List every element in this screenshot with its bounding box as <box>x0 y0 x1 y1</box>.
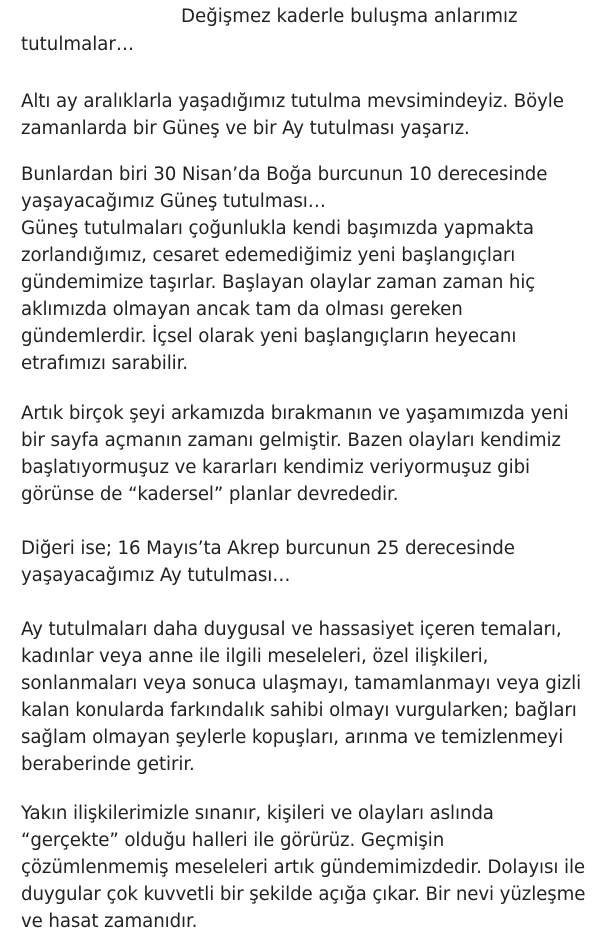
text-line: Ay tutulmaları daha duygusal ve hassasiyet içeren temaları, <box>21 619 562 640</box>
text-line: çözümlenmemiş meseleleri artık gündemimizdedir. Dolayısı ile <box>21 857 585 878</box>
text-line: Güneş tutulmaları çoğunlukla kendi başımızda yapmakta <box>21 218 534 239</box>
text-line: gündemlerdir. İçsel olarak yeni başlangıçların heyecanı <box>21 326 517 347</box>
article-title-continued: tutulmalar… <box>21 34 135 55</box>
text-line: kadınlar veya anne ile ilgili meseleleri, özel ilişkileri, <box>21 646 489 667</box>
text-line: Diğeri ise; 16 Mayıs’ta Akrep burcunun 25 derecesinde <box>21 538 515 559</box>
text-line: sonlanmaları veya sonuca ulaşmayı, tamamlanmayı veya gizli <box>21 673 582 694</box>
text-line: zorlandığımız, cesaret edemediğimiz yeni başlangıçları <box>21 245 516 266</box>
text-line: bir sayfa açmanın zamanı gelmiştir. Bazen olayları kendimiz <box>21 430 561 451</box>
text-line: kalan konularda farkındalık sahibi olmayı vurgularken; bağları <box>21 700 577 721</box>
article-title: Değişmez kaderle buluşma anlarımız <box>181 6 518 27</box>
text-line: sağlam olmayan şeylerle kopuşları, arınma ve temizlenmeyi <box>21 727 564 748</box>
text-line: zamanlarda bir Güneş ve bir Ay tutulması yaşarız. <box>21 118 470 139</box>
text-line: ve hasat zamanıdır. <box>21 911 198 932</box>
text-line: yaşayacağımız Güneş tutulması… <box>21 191 326 212</box>
text-line: yaşayacağımız Ay tutulması… <box>21 565 291 586</box>
text-line: başlatıyormuşuz ve kararları kendimiz veriyormuşuz gibi <box>21 457 530 478</box>
text-line: beraberinde getirir. <box>21 754 195 775</box>
text-line: Bunlardan biri 30 Nisan’da Boğa burcunun 10 derecesinde <box>21 164 548 185</box>
text-line: gündemimize taşırlar. Başlayan olaylar zaman zaman hiç <box>21 272 536 293</box>
text-line: görünse de “kadersel” planlar devrededir. <box>21 484 399 505</box>
text-line: etrafımızı sarabilir. <box>21 353 188 374</box>
text-line: Yakın ilişkilerimizle sınanır, kişileri ve olayları aslında <box>21 803 494 824</box>
text-line: duygular çok kuvvetli bir şekilde açığa çıkar. Bir nevi yüzleşme <box>21 884 586 905</box>
text-line: Artık birçok şeyi arkamızda bırakmanın ve yaşamımızda yeni <box>21 403 569 424</box>
text-line: Altı ay aralıklarla yaşadığımız tutulma mevsimindeyiz. Böyle <box>21 91 564 112</box>
text-line: aklımızda olmayan ancak tam da olması gereken <box>21 299 463 320</box>
text-line: “gerçekte” olduğu halleri ile görürüz. Geçmişin <box>21 830 445 851</box>
